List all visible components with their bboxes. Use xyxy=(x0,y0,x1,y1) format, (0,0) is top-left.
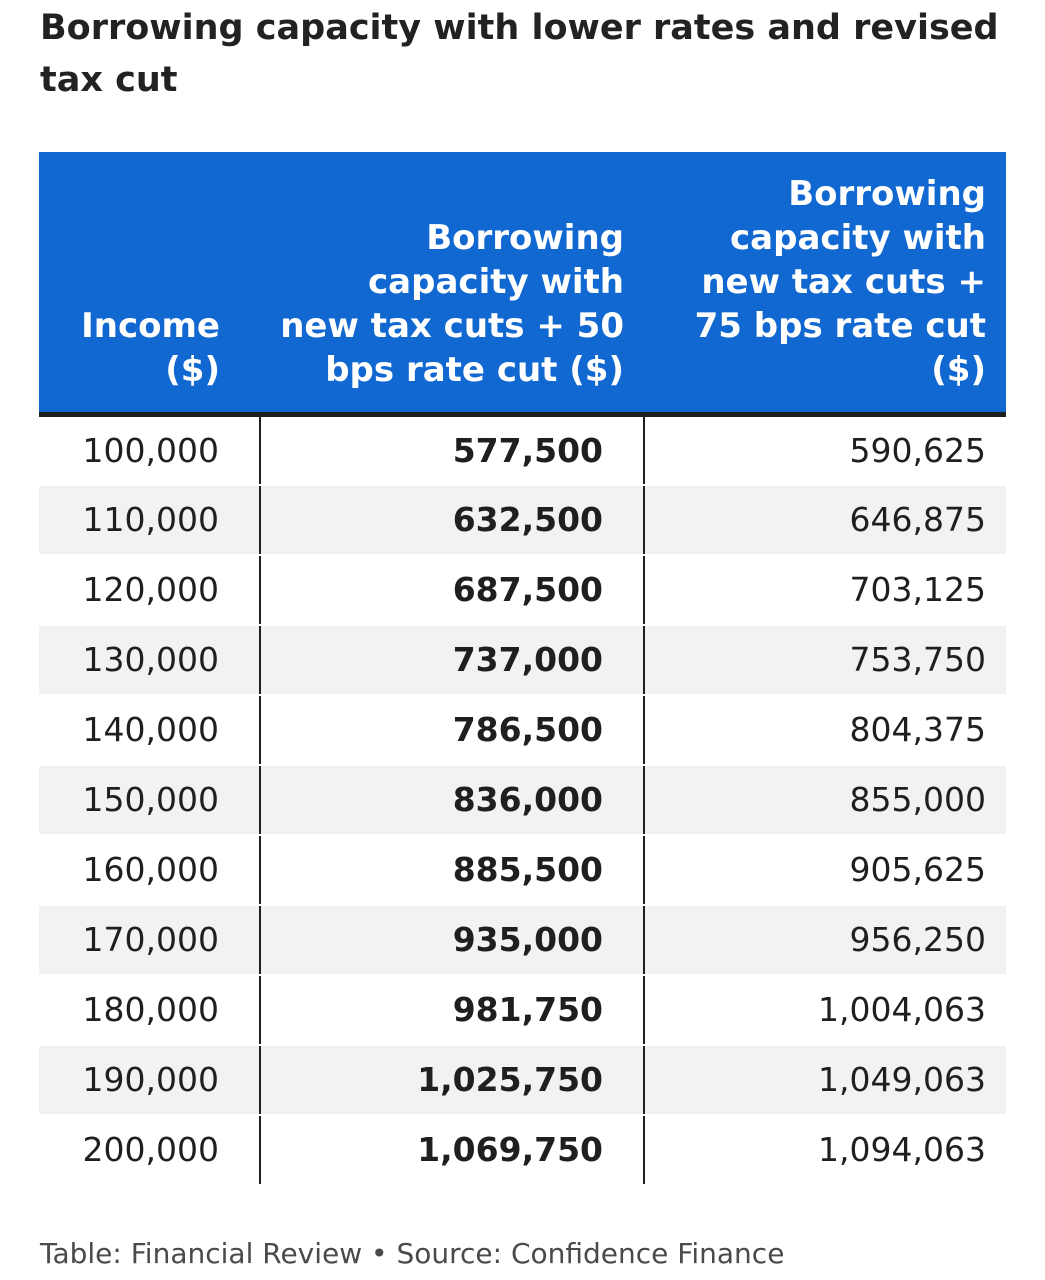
table-row xyxy=(39,555,1006,625)
capacity-50bps-cell: 836,000 xyxy=(260,765,644,835)
capacity-75bps-cell: 646,875 xyxy=(644,485,1006,555)
capacity-50bps-cell: 1,069,750 xyxy=(260,1115,644,1185)
column-header-income: Income ($) xyxy=(39,152,260,415)
capacity-75bps-cell: 590,625 xyxy=(644,415,1006,485)
income-cell: 170,000 xyxy=(39,905,260,975)
table-row xyxy=(39,975,1006,1045)
capacity-50bps-cell: 935,000 xyxy=(260,905,644,975)
income-cell: 120,000 xyxy=(39,555,260,625)
capacity-50bps-cell: 1,025,750 xyxy=(260,1045,644,1115)
table-row xyxy=(39,1115,1006,1185)
capacity-50bps-cell: 577,500 xyxy=(260,415,644,485)
table-header-row xyxy=(39,152,1006,415)
income-cell: 140,000 xyxy=(39,695,260,765)
capacity-75bps-cell: 1,094,063 xyxy=(644,1115,1006,1185)
table-row xyxy=(39,1045,1006,1115)
income-cell: 130,000 xyxy=(39,625,260,695)
borrowing-capacity-table xyxy=(39,152,1006,1186)
capacity-75bps-cell: 855,000 xyxy=(644,765,1006,835)
capacity-75bps-cell: 703,125 xyxy=(644,555,1006,625)
capacity-50bps-cell: 885,500 xyxy=(260,835,644,905)
income-cell: 100,000 xyxy=(39,415,260,485)
capacity-50bps-cell: 687,500 xyxy=(260,555,644,625)
table-row xyxy=(39,485,1006,555)
income-cell: 180,000 xyxy=(39,975,260,1045)
capacity-75bps-cell: 753,750 xyxy=(644,625,1006,695)
income-cell: 110,000 xyxy=(39,485,260,555)
capacity-50bps-cell: 632,500 xyxy=(260,485,644,555)
capacity-50bps-cell: 737,000 xyxy=(260,625,644,695)
table-row xyxy=(39,765,1006,835)
page-title: Borrowing capacity with lower rates and revised tax cut xyxy=(40,8,999,100)
table-source-note: Table: Financial Review • Source: Confidence Finance xyxy=(40,1237,785,1270)
capacity-75bps-cell: 905,625 xyxy=(644,835,1006,905)
borrowing-capacity-table-container xyxy=(39,152,1006,1186)
table-row xyxy=(39,625,1006,695)
income-cell: 160,000 xyxy=(39,835,260,905)
income-cell: 200,000 xyxy=(39,1115,260,1185)
table-row xyxy=(39,905,1006,975)
column-header-50bps: Borrowing capacity with new tax cuts + 50 bps rate cut ($) xyxy=(260,152,644,415)
income-cell: 190,000 xyxy=(39,1045,260,1115)
capacity-50bps-cell: 786,500 xyxy=(260,695,644,765)
capacity-75bps-cell: 1,049,063 xyxy=(644,1045,1006,1115)
column-header-75bps: Borrowing capacity with new tax cuts + 75 bps rate cut ($) xyxy=(644,152,1006,415)
income-cell: 150,000 xyxy=(39,765,260,835)
capacity-50bps-cell: 981,750 xyxy=(260,975,644,1045)
table-row xyxy=(39,695,1006,765)
capacity-75bps-cell: 956,250 xyxy=(644,905,1006,975)
table-row xyxy=(39,835,1006,905)
table-row xyxy=(39,415,1006,485)
capacity-75bps-cell: 1,004,063 xyxy=(644,975,1006,1045)
capacity-75bps-cell: 804,375 xyxy=(644,695,1006,765)
